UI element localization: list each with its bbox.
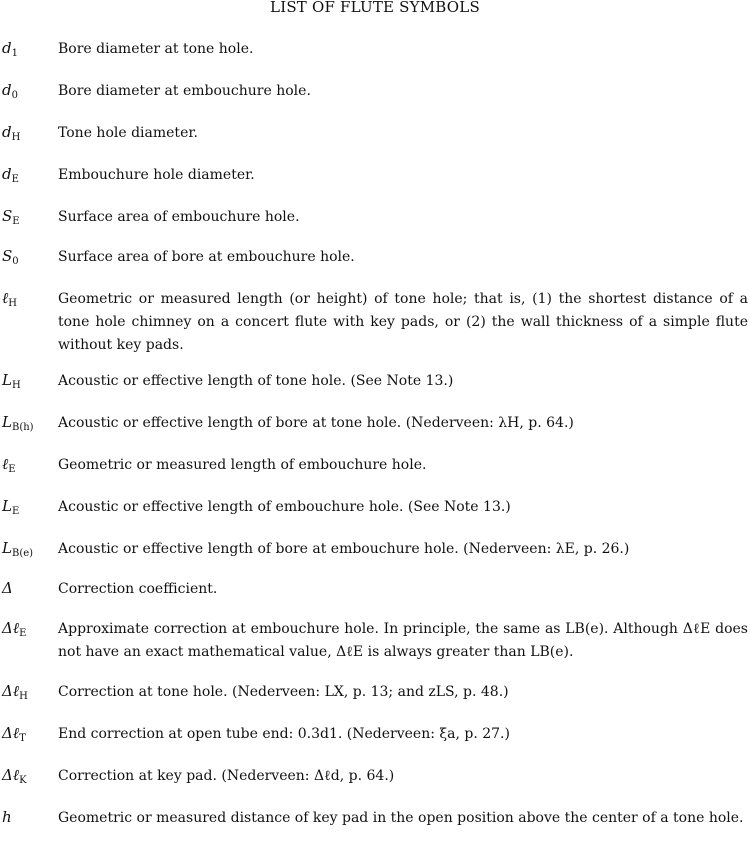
symbol-description: Surface area of embouchure hole.	[58, 209, 300, 225]
symbol-main: Δℓ	[2, 619, 20, 637]
symbol	[2, 80, 18, 106]
symbol	[2, 538, 33, 564]
symbol	[2, 578, 13, 598]
symbol-subscript: 0	[12, 256, 19, 267]
symbol	[2, 807, 12, 827]
symbol-description: Geometric or measured length (or height) of tone hole; that is, (1) the shortest distance of a tone hole chimney on a concert flute with key pads, or (2) the wall thickness of a simple flute without key pads.	[58, 291, 748, 353]
symbol-description: Bore diameter at embouchure hole.	[58, 83, 311, 99]
symbol-main: L	[2, 539, 12, 557]
symbol	[2, 246, 19, 272]
symbol-subscript: E	[12, 216, 20, 227]
symbol-main: S	[2, 207, 13, 225]
symbol-subscript: 1	[11, 48, 18, 59]
page-title: LIST OF FLUTE SYMBOLS	[270, 0, 480, 16]
symbol	[2, 38, 18, 64]
symbol-description: Embouchure hole diameter.	[58, 167, 255, 183]
symbol-main: ℓ	[2, 455, 9, 473]
symbol-subscript: T	[19, 733, 26, 744]
symbol-description: Acoustic or effective length of embouchure hole. (See Note 13.)	[58, 499, 511, 515]
symbol-main: S	[2, 247, 13, 265]
symbol-description: Correction coefficient.	[58, 581, 218, 597]
symbol	[2, 412, 34, 438]
symbol-main: ℓ	[2, 289, 9, 307]
symbol-description: Geometric or measured length of embouchure hole.	[58, 457, 427, 473]
symbol-main: L	[2, 497, 12, 515]
symbol-subscript: E	[11, 506, 20, 517]
symbol-main: d	[2, 81, 12, 99]
symbol-description: Bore diameter at tone hole.	[58, 41, 254, 57]
symbol-description: Acoustic or effective length of tone hole. (See Note 13.)	[58, 373, 454, 389]
symbol-description: End correction at open tube end: 0.3d1. (Nederveen: ξa, p. 27.)	[58, 726, 510, 742]
symbol	[2, 496, 19, 522]
symbol-subscript: K	[19, 775, 27, 786]
symbol-description: Geometric or measured distance of key pad in the open position above the center of a tone hole.	[58, 810, 744, 826]
symbol	[2, 454, 16, 480]
symbol-description: Surface area of bore at embouchure hole.	[58, 249, 355, 265]
symbol	[2, 765, 27, 791]
symbol	[2, 723, 26, 749]
symbol-description: Acoustic or effective length of bore at tone hole. (Nederveen: λH, p. 64.)	[58, 415, 574, 431]
symbol-main: L	[2, 371, 12, 389]
symbol	[2, 206, 20, 232]
symbol-subscript: H	[19, 691, 28, 702]
symbol-subscript: H	[11, 132, 21, 143]
symbol	[2, 618, 26, 644]
symbol	[2, 370, 21, 396]
symbol-main: d	[2, 39, 12, 57]
symbol-description: Correction at key pad. (Nederveen: Δℓd, p. 64.)	[58, 768, 395, 784]
symbol-main: Δℓ	[2, 682, 20, 700]
symbol-subscript: 0	[11, 90, 18, 101]
symbol-description: Acoustic or effective length of bore at embouchure hole. (Nederveen: λE, p. 26.)	[58, 541, 630, 557]
symbol-main: Δ	[2, 579, 13, 597]
symbol-main: d	[2, 165, 12, 183]
symbol-main: Δℓ	[2, 766, 20, 784]
symbol-subscript: B(h)	[11, 422, 34, 433]
symbol-main: Δℓ	[2, 724, 20, 742]
symbol	[2, 122, 20, 148]
symbol-main: L	[2, 413, 12, 431]
symbol	[2, 681, 28, 707]
symbol-main: h	[2, 808, 12, 826]
symbol-main: d	[2, 123, 12, 141]
symbol-description: Approximate correction at embouchure hole. In principle, the same as LB(e). Although ΔℓE does not have an exact mathematical value, ΔℓE is always greater than LB(e).	[58, 621, 748, 660]
symbol	[2, 164, 19, 190]
symbol-description: Correction at tone hole. (Nederveen: LX, p. 13; and zLS, p. 48.)	[58, 684, 509, 700]
symbol-subscript: E	[8, 464, 16, 475]
symbol-subscript: H	[11, 380, 21, 391]
symbol-subscript: H	[8, 298, 17, 309]
symbol	[2, 288, 17, 314]
symbol-subscript: E	[19, 628, 27, 639]
symbol-subscript: B(e)	[11, 548, 34, 559]
symbol-description: Tone hole diameter.	[58, 125, 198, 141]
symbol-subscript: E	[11, 174, 19, 185]
